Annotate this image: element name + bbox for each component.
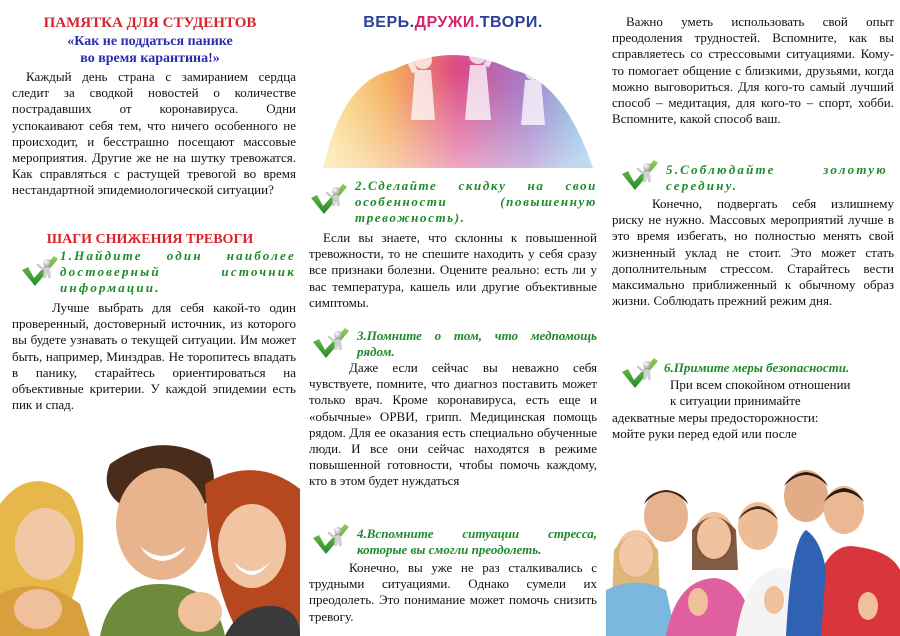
checkmark-person-icon — [620, 158, 660, 192]
column-1 — [0, 0, 300, 636]
banner-slogan — [303, 14, 603, 32]
step5-heading: 5.Соблюдайте золотую середину. — [666, 162, 888, 193]
slogan-word-3: ТВОРИ. — [479, 14, 543, 31]
intro-paragraph: Каждый день страна с замиранием сердца следит за сводкой новостей о количестве пострадавших от коронавируса. Одни успокаивают себя тем, что ничего особенного не происходит, и бесстрашно посещают массовые мероприятия. Другие же не на шутку тревожатся. Как справляться с растущей тревогой во время нестандартной эпидемиологической ситуации? — [12, 69, 296, 198]
page-title: ПАМЯТКА ДЛЯ СТУДЕНТОВ — [43, 15, 257, 31]
step4-text: Конечно, вы уже не раз сталкивались с трудными ситуациями. Однако сумели их преодолеть. Это понимание может помочь снизить тревогу. — [309, 560, 597, 624]
step1-text: Лучше выбрать для себя какой-то один проверенный, достоверный источник, из которого вы будете узнавать о текущей ситуации. Им может быть, например, Минздрав. Не торопитесь впадать в панику, старайтесь ориентироваться на объективные критерии. У каждой эпидемии есть пик и спад. — [12, 300, 296, 413]
step6-line-4: мойте руки перед едой или после — [612, 426, 797, 442]
checkmark-person-icon — [311, 326, 351, 360]
step6-text-b — [612, 410, 894, 442]
column-2 — [303, 0, 603, 636]
subtitle — [0, 33, 300, 67]
steps-heading: ШАГИ СНИЖЕНИЯ ТРЕВОГИ — [46, 232, 254, 247]
step2-heading: 2.Сделайте скидку на свои особенности (повышенную тревожность). — [355, 178, 597, 225]
checkmark-person-icon — [309, 182, 349, 216]
step3-text: Даже если сейчас вы неважно себя чувствуете, помните, что диагноз поставить может только врач. Кроме коронавируса, есть еще и «обычные» ОРВИ, грипп. Медицинская помощь рядом. Для ее оказания есть специально обученные люди. И все они сейчас находятся в режиме повышенной готовности, чтобы помочь каждому, кто в этом будет нуждаться — [309, 360, 597, 489]
banner-image — [303, 0, 603, 168]
step1-heading: 1.Найдите один наиболее достоверный источник информации. — [60, 248, 296, 295]
step6-line-2: к ситуации принимайте — [670, 393, 801, 409]
checkmark-person-icon — [311, 522, 351, 556]
step3-heading: 3.Помните о том, что медпомощь рядом. — [357, 328, 597, 359]
step4-heading: 4.Вспомните ситуации стресса, которые вы смогли преодолеть. — [357, 526, 597, 557]
step5-text: Конечно, подвергать себя излишнему риску не нужно. Массовых мероприятий лучше в это время избегать, но полностью менять свой жизненный уклад не стоит. Это может стать дополнительным стрессом. Старайтесь вести максимально приближенный к обычному образ жизни. Соблюдать прежний режим дня. — [612, 196, 894, 309]
checkmark-person-icon — [20, 254, 60, 288]
step6-heading: 6.Примите меры безопасности. — [664, 360, 850, 375]
subtitle-line-1: «Как не поддаться панике — [67, 34, 233, 49]
column-3 — [606, 0, 900, 636]
step2-text: Если вы знаете, что склонны к повышенной тревожности, то не спешите находить у себя сразу все признаки болезни. Оцените реально: есть ли у вас температура, кашель или другие объективные симптомы. — [309, 230, 597, 310]
students-photo — [0, 434, 300, 636]
step6-line-3: адекватные меры предосторожности: — [612, 410, 819, 425]
group-photo — [606, 450, 900, 636]
step6-text-a — [664, 377, 894, 409]
slogan-word-2: ДРУЖИ. — [414, 14, 480, 31]
slogan-word-1: ВЕРЬ. — [363, 14, 415, 31]
col3-intro: Важно уметь использовать свой опыт преодоления трудностей. Вспомните, как вы справляетесь со стрессовыми ситуациями. Кому-то помогает общение с близкими, друзьями, когда можно выговориться. Для кого-то самый лучший способ – медитация, для кого-то – спорт, хобби. Вспомните, какой способ ваш. — [612, 14, 894, 127]
step6-line-1: При всем спокойном отношении — [670, 377, 851, 392]
checkmark-person-icon — [620, 356, 660, 390]
subtitle-line-2: во время карантина!» — [80, 51, 220, 66]
